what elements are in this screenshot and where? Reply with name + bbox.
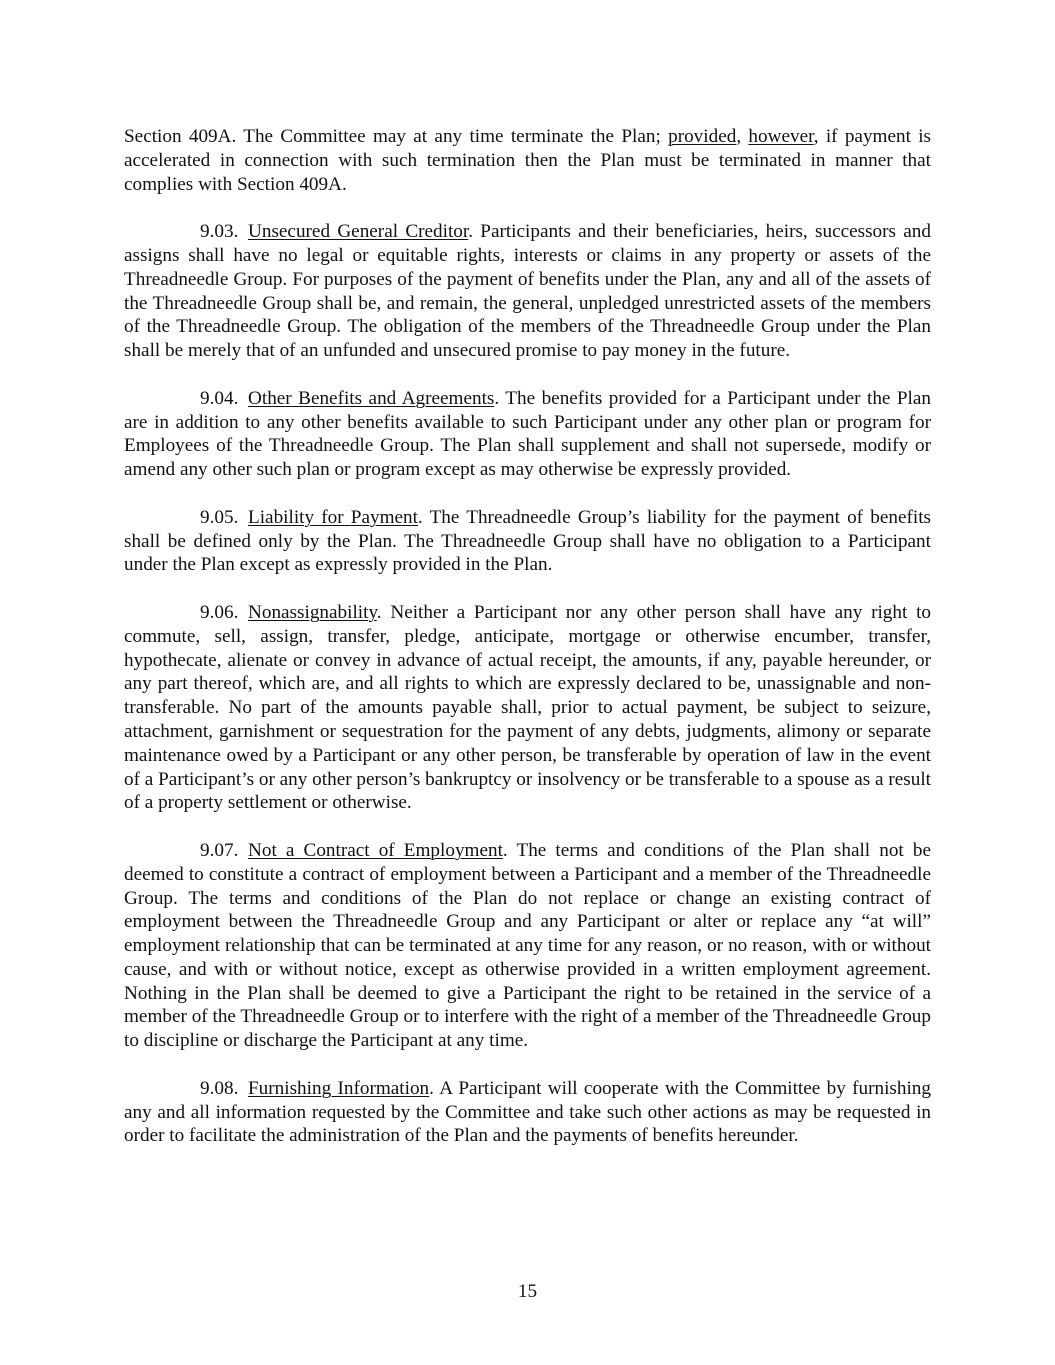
section-body: . The Threadneedle Group’s liability for the payment of benefits shall be defined only by the Plan. The Threadneedle Group shall have no obligation to a Participant under the Plan except as expressly provided in the Plan. [124,506,931,576]
intro-comma: , [736,126,749,147]
section-9-03 [124,220,931,363]
section-heading: Unsecured General Creditor [248,221,469,243]
intro-text-a: Section 409A. The Committee may at any time terminate the Plan; [124,126,669,147]
section-number: 9.07. [200,839,239,861]
document-page [124,125,931,1172]
section-body: . Neither a Participant nor any other person shall have any right to commute, sell, assign, transfer, pledge, anticipate, mortgage or otherwise encumber, transfer, hypothecate, alienate or convey in advance of actual receipt, the amounts, if any, payable hereunder, or any part thereof, which are, and all rights to which are expressly declared to be, unassignable and non-transferable. No part of the amounts payable shall, prior to actual payment, be subject to seizure, attachment, garnishment or sequestration for the payment of any debts, judgments, alimony or separate maintenance owed by a Participant or any other person, be transferable by operation of law in the event of a Participant’s or any other person’s bankruptcy or insolvency or be transferable to a spouse as a result of a property settlement or otherwise. [124,601,931,814]
section-number: 9.06. [200,601,239,623]
section-9-07 [124,839,931,1053]
section-heading: Other Benefits and Agreements [248,387,495,409]
section-number: 9.08. [200,1077,239,1099]
section-heading: Nonassignability [248,601,377,623]
intro-paragraph [124,125,931,196]
section-body: . The benefits provided for a Participant under the Plan are in addition to any other benefits available to such Participant under any other plan or program for Employees of the Threadneedle Group. The Plan shall supplement and shall not supersede, modify or amend any other such plan or program except as may otherwise be expressly provided. [124,387,931,481]
section-9-06 [124,601,931,815]
provided-term: provided [668,126,737,147]
section-body: . A Participant will cooperate with the Committee by furnishing any and all information requested by the Committee and take such other actions as may be requested in order to facilitate the administration of the Plan and the payments of benefits hereunder. [124,1077,931,1147]
page-number: 15 [517,1281,538,1302]
section-heading: Not a Contract of Employment [248,839,503,861]
section-heading: Furnishing Information [248,1077,430,1099]
section-body: . Participants and their beneficiaries, heirs, successors and assigns shall have no legal or equitable rights, interests or claims in any property or assets of the Threadneedle Group. For purposes of the payment of benefits under the Plan, any and all of the assets of the Threadneedle Group shall be, and remain, the general, unpledged unrestricted assets of the members of the Threadneedle Group. The obligation of the members of the Threadneedle Group under the Plan shall be merely that of an unfunded and unsecured promise to pay money in the future. [124,221,931,362]
section-number: 9.05. [200,506,239,528]
section-9-05 [124,506,931,577]
section-body: . The terms and conditions of the Plan shall not be deemed to constitute a contract of employment between a Participant and a member of the Threadneedle Group. The terms and conditions of the Plan do not replace or change an existing contract of employment between the Threadneedle Group and any Participant or alter or replace any “at will” employment relationship that can be terminated at any time for any reason, or no reason, with or without cause, and with or without notice, except as otherwise provided in a written employment agreement. Nothing in the Plan shall be deemed to give a Participant the right to be retained in the service of a member of the Threadneedle Group or to interfere with the right of a member of the Threadneedle Group to discipline or discharge the Participant at any time. [124,839,931,1052]
section-9-08 [124,1077,931,1148]
intro-text-b: , if payment is accelerated in connection with such termination then the Plan must be terminated in manner that complies with Section 409A. [124,126,932,195]
however-term: however [748,126,814,147]
section-number: 9.03. [200,221,239,243]
section-number: 9.04. [200,387,239,409]
section-heading: Liability for Payment [248,506,418,528]
section-9-04 [124,387,931,482]
